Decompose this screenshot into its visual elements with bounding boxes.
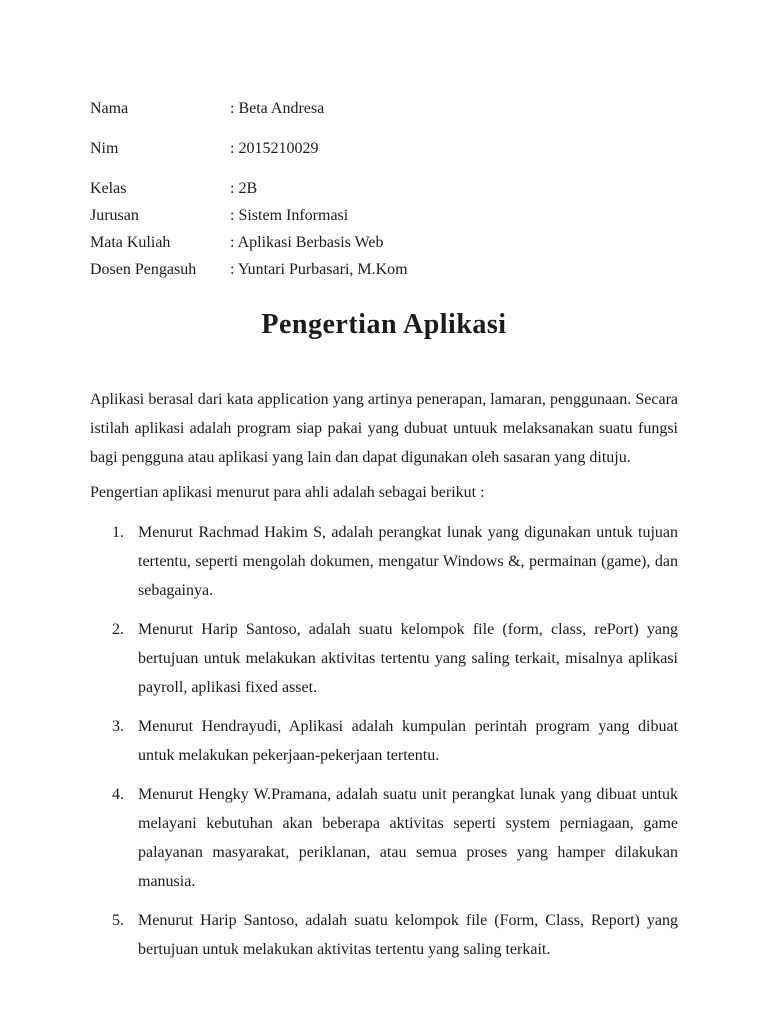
meta-label: Nama <box>90 100 129 117</box>
meta-row-nim <box>90 135 678 162</box>
list-text: Menurut Rachmad Hakim S, adalah perangkat lunak yang digunakan untuk tujuan tertentu, seperti mengolah dokumen, mengatur Windows &, permainan (game), dan sebagainya. <box>138 524 678 599</box>
list-number: 1. <box>112 524 124 541</box>
student-meta-section <box>90 95 678 283</box>
meta-label: Nim <box>90 140 119 157</box>
meta-value: : Yuntari Purbasari, M.Kom <box>230 261 408 278</box>
definition-list <box>112 518 678 964</box>
list-text: Menurut Harip Santoso, adalah suatu kelompok file (Form, Class, Report) yang bertujuan untuk melakukan aktivitas tertentu yang saling terkait. <box>138 912 678 958</box>
meta-value: : Beta Andresa <box>230 100 325 117</box>
list-text: Menurut Harip Santoso, adalah suatu kelompok file (form, class, rePort) yang bertujuan untuk melakukan aktivitas tertentu yang saling terkait, misalnya aplikasi payroll, aplikasi fixed asset. <box>138 621 678 696</box>
meta-label: Kelas <box>90 180 127 197</box>
list-number: 5. <box>112 912 124 929</box>
list-number: 3. <box>112 718 124 735</box>
list-item <box>112 780 678 896</box>
list-number: 4. <box>112 786 124 803</box>
list-text: Menurut Hendrayudi, Aplikasi adalah kumpulan perintah program yang dibuat untuk melakukan pekerjaan-pekerjaan tertentu. <box>138 718 678 764</box>
list-item <box>112 906 678 964</box>
intro-paragraph: Aplikasi berasal dari kata application yang artinya penerapan, lamaran, penggunaan. Secara istilah aplikasi adalah program siap pakai yang dubuat untuuk melaksanakan suatu fungsi bagi pengguna atau aplikasi yang lain dan dapat digunakan oleh sasaran yang dituju. <box>90 391 678 466</box>
list-text: Menurut Hengky W.Pramana, adalah suatu unit perangkat lunak yang dibuat untuk melayani kebutuhan akan beberapa aktivitas seperti system perniagaan, game palayanan masyarakat, periklanan, atau semua proses yang hamper dilakukan manusia. <box>138 786 678 890</box>
meta-label: Mata Kuliah <box>90 234 171 251</box>
meta-label: Jurusan <box>90 207 139 224</box>
document-title: Pengertian Aplikasi <box>261 309 507 340</box>
list-item <box>112 518 678 605</box>
meta-row-nama <box>90 95 678 122</box>
list-intro-paragraph: Pengertian aplikasi menurut para ahli adalah sebagai berikut : <box>90 484 485 501</box>
meta-row-jurusan <box>90 202 678 229</box>
meta-value: : Sistem Informasi <box>230 207 349 224</box>
meta-value: : 2015210029 <box>230 140 319 157</box>
list-number: 2. <box>112 621 124 638</box>
meta-row-mata-kuliah <box>90 229 678 256</box>
list-item <box>112 712 678 770</box>
list-item <box>112 615 678 702</box>
meta-value: : 2B <box>230 180 258 197</box>
meta-value: : Aplikasi Berbasis Web <box>230 234 384 251</box>
meta-row-kelas <box>90 175 678 202</box>
meta-label: Dosen Pengasuh <box>90 261 197 278</box>
meta-row-dosen-pengasuh <box>90 256 678 283</box>
